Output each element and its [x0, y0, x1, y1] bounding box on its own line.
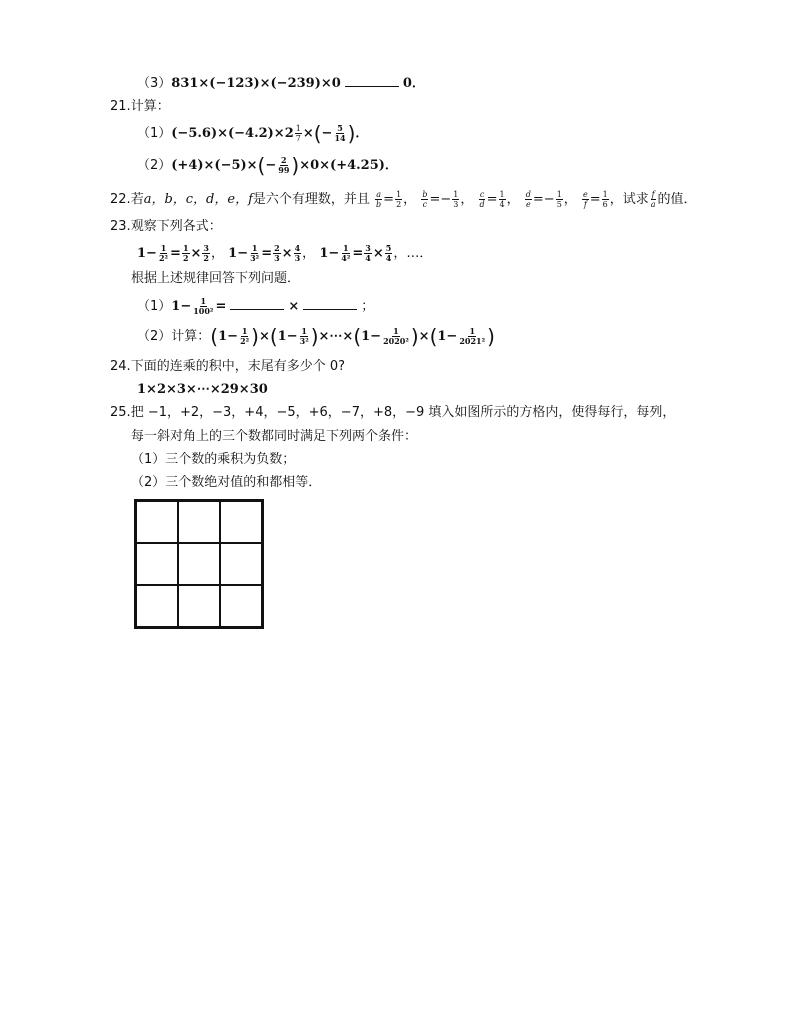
question-number: 23.	[110, 219, 131, 234]
answer-grid-3x3	[134, 499, 264, 629]
ratio-2-value: $\frac{1}{3}$	[453, 190, 459, 209]
grid-cell	[220, 585, 262, 627]
ratio-4-value: $\frac{1}{5}$	[556, 190, 562, 209]
minus-sign: −	[321, 126, 333, 141]
mixed-fraction	[295, 124, 302, 143]
question-number: 24.	[110, 359, 131, 374]
ratio-3: $\frac{c}{d}$	[479, 190, 485, 209]
grid-cell	[136, 501, 178, 543]
target-ratio: $\frac{f}{a}$	[650, 190, 656, 209]
grid-cell	[220, 501, 262, 543]
grid-cell	[178, 585, 220, 627]
frac-num: 5	[337, 123, 343, 133]
fraction	[277, 156, 290, 175]
q21-header	[110, 98, 170, 116]
q21-p2-tail: ×0×(+4.25)．	[299, 158, 398, 173]
q20-expression: 831×(−123)×(−239)×0	[171, 76, 341, 91]
q22-variables: a，b，c，d，e，f	[143, 192, 253, 207]
part-number: （3）	[137, 76, 172, 91]
q23-rule: 根据上述规律回答下列问题．	[131, 271, 301, 286]
ratio-4: $\frac{d}{e}$	[525, 190, 531, 209]
fraction: $\frac{1}{\text{2²}}$	[158, 243, 169, 263]
grid-cell	[136, 543, 178, 585]
q25-condition-1: （1）三个数的乘积为负数；	[131, 452, 296, 467]
ratio-5: $\frac{e}{f}$	[582, 190, 588, 209]
q21-part1: （1）(−5.6)×(−4.2)×2 $\frac{1}{7}$ ×(− $\frac{5}{14}$ )．	[137, 121, 369, 146]
minus-sign: −	[265, 158, 277, 173]
q22-mid: 是六个有理数，并且	[252, 192, 370, 207]
q21-p2-expression: (+4)×(−5)×	[171, 158, 258, 173]
frac-num: 2	[281, 155, 287, 165]
q20-part3	[137, 74, 425, 93]
q22-ask: ，试求	[609, 192, 649, 207]
frac-den: 7	[295, 134, 301, 143]
frac-den: 14	[334, 133, 346, 143]
grid-cell	[220, 543, 262, 585]
q25-line2: 每一斜对角上的三个数都同时满足下列两个条件：	[131, 429, 418, 444]
fraction: $\frac{1}{\text{100²}}$	[193, 296, 214, 316]
q24-expression: 1×2×3×⋯×29×30	[137, 382, 268, 397]
q22-end: 的值．	[657, 192, 697, 207]
q22: 22.若a，b，c，d，e，f是六个有理数，并且 $\frac{a}{b}$ = $\frac{1}{2}$ ， $\frac{b}{c}$ =− $\frac{1}{3}$ ， $\frac{c}{d}$ = $\frac{1}{4}$ ， $\frac{d}{e}$ =− $\frac{1}{5}$ ， $\frac{e}{f}$ = $\frac{1}{6}$ ，试求 $\frac{f}{a}$ 的值．	[110, 190, 697, 209]
frac-num: 1	[295, 124, 301, 133]
part-number: （2）	[137, 158, 172, 173]
question-text: 下面的连乘的积中，末尾有多少个 0?	[130, 359, 345, 374]
q21-part2: （2）(+4)×(−5)×(− $\frac{2}{99}$ )×0×(+4.25)．	[137, 153, 398, 178]
part-number: （1）	[137, 126, 172, 141]
q24-header	[110, 358, 345, 376]
q23-part1: （1）1− $\frac{1}{\text{100²}}$ = × ；	[137, 296, 375, 316]
q25-line1	[110, 404, 675, 422]
question-number: 22.	[110, 192, 131, 207]
answer-blank	[345, 74, 399, 87]
question-number: 25.	[110, 405, 131, 420]
q22-pre: 若	[130, 192, 144, 207]
fraction: $\frac{1}{\text{3²}}$	[250, 243, 260, 263]
grid-cell	[178, 501, 220, 543]
fraction: $\frac{1}{\text{4²}}$	[341, 243, 351, 263]
answer-blank	[303, 297, 357, 310]
ratio-5-value: $\frac{1}{6}$	[602, 190, 608, 209]
answer-blank	[230, 297, 284, 310]
ratio-1: $\frac{a}{b}$	[376, 190, 382, 209]
ratio-2: $\frac{b}{c}$	[422, 190, 428, 209]
question-title: 观察下列各式：	[130, 219, 222, 234]
ratio-3-value: $\frac{1}{4}$	[499, 190, 505, 209]
grid-cell	[136, 585, 178, 627]
question-title: 计算：	[130, 99, 170, 114]
fraction	[333, 124, 346, 143]
q23-header	[110, 218, 222, 236]
grid-cell	[178, 543, 220, 585]
times-sign: ×	[302, 126, 314, 141]
part-number: （2）	[137, 329, 172, 344]
part-number: （1）	[137, 299, 172, 314]
q21-p1-expression: (−5.6)×(−4.2)×2	[171, 126, 294, 141]
question-text: 把 −1，+2，−3，+4，−5，+6，−7，+8，−9 填入如图所示的方格内，使得每行，每列，	[130, 405, 676, 420]
ratio-1-value: $\frac{1}{2}$	[396, 190, 402, 209]
q23-part2: （2）计算：(1− $\frac{1}{\text{2²}}$ )×(1− $\frac{1}{\text{3²}}$ )×⋯×(1− $\frac{1}{\text{2020²}}$ )×(1− $\frac{1}{\text{2021²}}$ )	[137, 324, 495, 349]
q25-condition-2: （2）三个数绝对值的和都相等．	[131, 475, 322, 490]
frac-den: 99	[278, 165, 290, 175]
question-number: 21.	[110, 99, 131, 114]
q20-tail: 0．	[402, 76, 425, 91]
q23-examples: 1− $\frac{1}{\text{2²}}$ = $\frac{1}{2}$ × $\frac{3}{2}$ ， 1− $\frac{1}{\text{3²}}$ = $\frac{2}{3}$ × $\frac{4}{3}$ ， 1− $\frac{1}{\text{4²}}$ = $\frac{3}{4}$ × $\frac{5}{4}$ ，…．	[137, 243, 433, 263]
